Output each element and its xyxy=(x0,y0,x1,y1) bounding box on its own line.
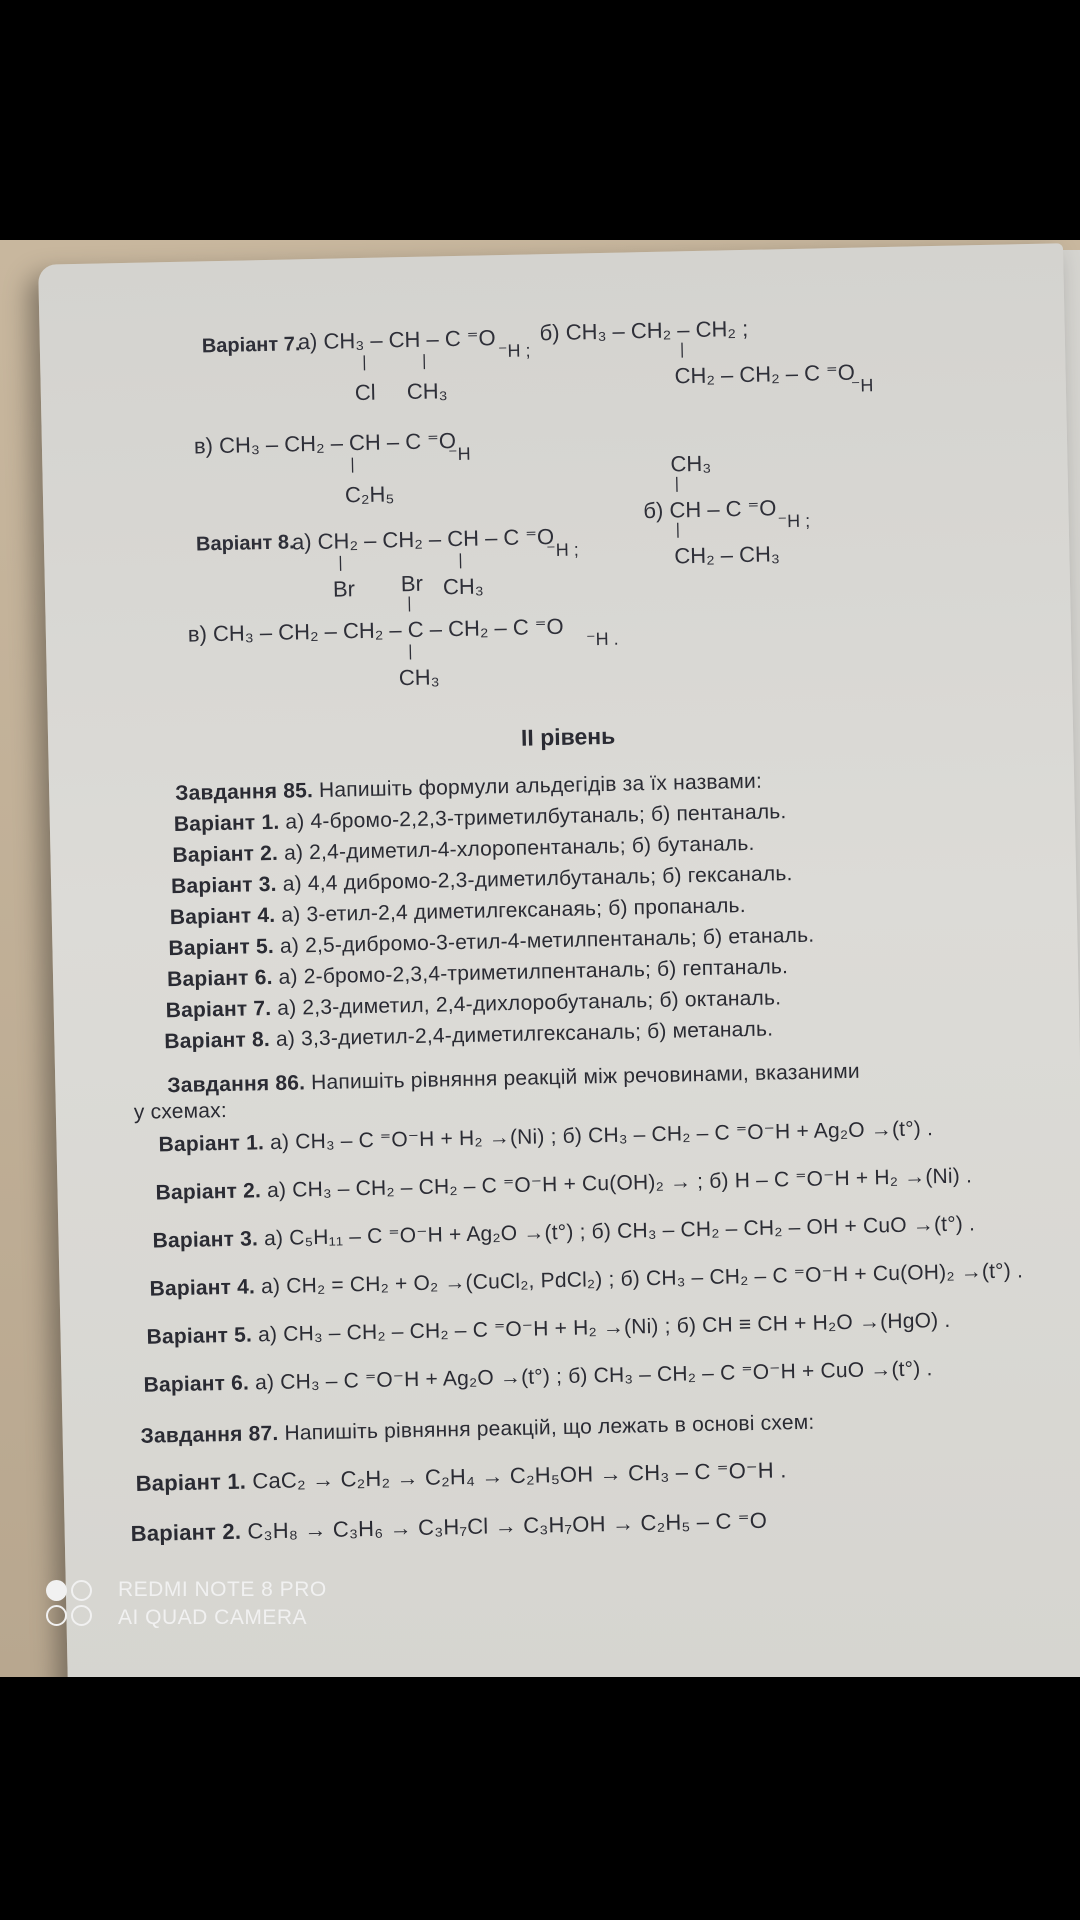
v7-v-sub: C₂H₅ xyxy=(344,481,395,508)
camera-logo-icon xyxy=(46,1578,106,1630)
watermark-line2: AI QUAD CAMERA xyxy=(118,1606,308,1629)
task85-variant: Варіант 4. а) 3-етил-2,4 диметилгексанаяь; б) пропаналь. xyxy=(169,894,746,930)
v7-b-bottom: CH₂ – CH₂ – C ⁼O xyxy=(674,359,856,389)
task85-text: Напишіть формули альдегідів за їх назвами: xyxy=(318,769,763,802)
book-page xyxy=(38,243,1080,1677)
v8-a-ch3: CH₃ xyxy=(442,573,484,600)
task86-variant: Варіант 5. а) CH₃ – CH₂ – CH₂ – C ⁼O⁻H + H₂ →(Ni) ; б) CH ≡ CH + H₂O →(HgO) . xyxy=(146,1308,951,1349)
v7-a-cl: Cl xyxy=(354,379,376,406)
v7-label: Варіант 7. xyxy=(201,333,301,358)
v7-a-h: ⁻H ; xyxy=(497,340,531,362)
task85-variant: Варіант 7. а) 2,3-диметил, 2,4-дихлоробутаналь; б) октаналь. xyxy=(165,986,782,1023)
v8-b-h: ⁻H ; xyxy=(777,510,811,532)
photo xyxy=(0,240,1080,1677)
v7-b-top: б) CH₃ – CH₂ – CH₂ ; xyxy=(539,315,749,346)
page-content xyxy=(79,294,1039,1547)
task87-variant: Варіант 2. C₃H₈ → C₃H₆ → C₃H₇Cl → C₃H₇OH → C₂H₅ – C ⁼O xyxy=(130,1507,768,1547)
task85-variant: Варіант 1. а) 4-бромо-2,2,3-триметилбутаналь; б) пентаналь. xyxy=(173,800,787,837)
task86-text: Напишіть рівняння реакцій між речовинами, вказаними xyxy=(310,1059,861,1095)
bond-line: | xyxy=(407,594,412,613)
task86-header xyxy=(167,1060,860,1098)
bond-line: | xyxy=(408,642,413,661)
task86-variant: Варіант 6. а) CH₃ – C ⁼O⁻H + Ag₂O →(t°) ; б) CH₃ – CH₂ – C ⁼O⁻H + CuO →(t°) . xyxy=(143,1357,933,1397)
v7-a-ch3: CH₃ xyxy=(406,378,448,405)
bond-line: | xyxy=(674,475,680,493)
task86-title: Завдання 86. xyxy=(167,1071,306,1098)
bond-line: | xyxy=(350,456,355,474)
v8-a-br: Br xyxy=(332,576,356,602)
bond-line: | xyxy=(679,341,685,359)
task86-variant: Варіант 4. а) CH₂ = CH₂ + O₂ →(CuCl₂, PdCl₂) ; б) CH₃ – CH₂ – C ⁼O⁻H + Cu(OH)₂ →(t°) . xyxy=(149,1259,1024,1301)
task86-variant: Варіант 2. а) CH₃ – CH₂ – CH₂ – C ⁼O⁻H + Cu(OH)₂ → ; б) H – C ⁼O⁻H + H₂ →(Ni) . xyxy=(155,1164,973,1205)
task87-header xyxy=(140,1411,814,1449)
v8-b-formula: б) CH – C ⁼O xyxy=(643,495,777,524)
watermark-line1: REDMI NOTE 8 PRO xyxy=(118,1578,327,1601)
v8-v-bottom: CH₃ xyxy=(398,664,440,691)
v7-v-h: ⁻H xyxy=(447,443,471,465)
bond-line: | xyxy=(458,551,463,569)
task85-variant: Варіант 3. а) 4,4 дибромо-2,3-диметилбутаналь; б) гексаналь. xyxy=(170,862,793,899)
task86-variant: Варіант 1. а) CH₃ – C ⁼O⁻H + H₂ →(Ni) ; б) CH₃ – CH₂ – C ⁼O⁻H + Ag₂O →(t°) . xyxy=(158,1117,934,1157)
v7-a-formula: а) CH₃ – CH – C ⁼O xyxy=(297,325,496,355)
v8-v-top: Br xyxy=(400,570,424,597)
task86-text2: у схемах: xyxy=(133,1098,228,1124)
task85-variant: Варіант 5. а) 2,5-дибромо-3-етил-4-метилпентаналь; б) етаналь. xyxy=(168,923,815,961)
task87-variant: Варіант 1. CaC₂ → C₂H₂ → C₂H₄ → C₂H₅OH → CH₃ – C ⁼O⁻H . xyxy=(135,1457,787,1496)
v8-label: Варіант 8. xyxy=(195,531,295,556)
task85-variant: Варіант 6. а) 2-бромо-2,3,4-триметилпентаналь; б) гептаналь. xyxy=(166,955,789,992)
task87-title: Завдання 87. xyxy=(140,1421,279,1448)
task87-text: Напишіть рівняння реакцій, що лежать в основі схем: xyxy=(284,1410,815,1445)
task85-variant: Варіант 2. а) 2,4-диметил-4-хлоропентаналь; б) бутаналь. xyxy=(172,831,755,868)
task85-title: Завдання 85. xyxy=(174,779,314,805)
task86-variant: Варіант 3. а) C₅H₁₁ – C ⁼O⁻H + Ag₂O →(t°) ; б) CH₃ – CH₂ – CH₂ – OH + CuO →(t°) . xyxy=(152,1212,976,1253)
task85-header xyxy=(175,770,762,806)
v7-v-formula: в) CH₃ – CH₂ – CH – C ⁼O xyxy=(193,428,457,459)
v8-v-h: ⁻H . xyxy=(585,628,619,650)
bond-line: | xyxy=(422,352,427,370)
bond-line: | xyxy=(338,554,343,572)
bond-line: | xyxy=(362,353,367,371)
v7-b-h: ⁻H xyxy=(850,375,874,396)
task85-variant: Варіант 8. а) 3,3-диетил-2,4-диметилгексаналь; б) метаналь. xyxy=(164,1017,774,1054)
v8-a-h: ⁻H ; xyxy=(545,539,579,561)
v8-b-bottom: CH₂ – CH₃ xyxy=(674,541,781,569)
bond-line: | xyxy=(675,521,681,539)
v8-b-top: CH₃ xyxy=(670,450,712,477)
v8-v-formula: в) CH₃ – CH₂ – CH₂ – C – CH₂ – C ⁼O xyxy=(187,613,564,647)
level-heading: II рівень xyxy=(520,722,616,751)
v8-a-formula: а) CH₂ – CH₂ – CH – C ⁼O xyxy=(291,523,555,555)
